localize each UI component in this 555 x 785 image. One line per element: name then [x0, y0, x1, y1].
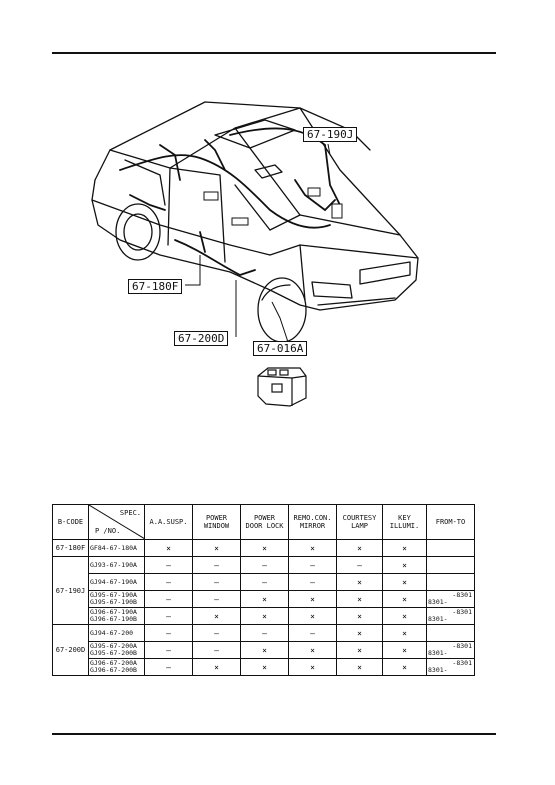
mark-cell: × [383, 574, 427, 591]
mark-cell: — [193, 574, 241, 591]
header-text: ILLUMI. [389, 522, 420, 530]
part-number-pair [89, 591, 145, 608]
bcode-cell: 67-200D [53, 625, 89, 676]
from-to-lower: 8301- [428, 598, 448, 606]
mark-cell: — [241, 625, 289, 642]
header-text: COURTESY [342, 514, 377, 522]
callout-67-190j: 67-190J [303, 127, 357, 142]
table-header-row [53, 505, 475, 540]
mark-cell: — [145, 642, 193, 659]
mark-cell: — [337, 557, 383, 574]
mark-cell: × [241, 608, 289, 625]
part-number: GJ94-67-200 [89, 625, 145, 642]
mark-cell: × [337, 625, 383, 642]
mark-cell: — [193, 625, 241, 642]
callout-67-180f: 67-180F [128, 279, 182, 294]
table-row [53, 574, 475, 591]
mark-cell: × [383, 659, 427, 676]
header-text: KEY [398, 514, 411, 522]
part-number: GJ95-67-190A [90, 591, 137, 599]
mark-cell: × [383, 625, 427, 642]
mark-cell: — [289, 625, 337, 642]
header-bcode: B-CODE [53, 505, 89, 540]
part-number: GJ93-67-190A [89, 557, 145, 574]
table-row [53, 625, 475, 642]
from-to-cell [427, 574, 475, 591]
mark-cell: × [337, 574, 383, 591]
mark-cell: × [383, 591, 427, 608]
mark-cell: — [241, 557, 289, 574]
part-number-pair [89, 642, 145, 659]
from-to-upper: -8301 [452, 608, 472, 616]
mark-cell: × [289, 608, 337, 625]
table-row [53, 608, 475, 625]
header-text: POWER [253, 514, 276, 522]
mark-cell: × [241, 642, 289, 659]
header-spec: SPEC. [119, 509, 141, 517]
header-text: WINDOW [203, 522, 230, 530]
mark-cell: × [289, 642, 337, 659]
mark-cell: × [193, 608, 241, 625]
mark-cell: × [337, 642, 383, 659]
mark-cell: — [145, 625, 193, 642]
mark-cell: × [337, 608, 383, 625]
table-row [53, 591, 475, 608]
mark-cell: — [193, 591, 241, 608]
mark-cell: × [383, 608, 427, 625]
header-power-window [193, 505, 241, 540]
part-number: GJ95-67-200A [90, 642, 137, 650]
part-number: GJ96-67-190B [90, 615, 137, 623]
mark-cell: — [145, 591, 193, 608]
bcode-cell: 67-180F [53, 540, 89, 557]
header-remo-con-mirror [289, 505, 337, 540]
mark-cell: — [289, 574, 337, 591]
mark-cell: × [337, 540, 383, 557]
table-row [53, 557, 475, 574]
mark-cell: × [383, 557, 427, 574]
table-row [53, 540, 475, 557]
from-to-lower: 8301- [428, 649, 448, 657]
header-courtesy-lamp [337, 505, 383, 540]
from-to-cell [427, 625, 475, 642]
mark-cell: — [289, 557, 337, 574]
from-to-cell [427, 659, 475, 676]
table-row [53, 659, 475, 676]
parts-spec-table [52, 504, 475, 676]
mark-cell: — [241, 574, 289, 591]
part-number: GJ96-67-200B [90, 666, 137, 674]
mark-cell: × [241, 659, 289, 676]
from-to-cell [427, 608, 475, 625]
mark-cell: × [193, 540, 241, 557]
from-to-lower: 8301- [428, 615, 448, 623]
part-number: GF84-67-180A [89, 540, 145, 557]
mark-cell: × [193, 659, 241, 676]
mark-cell: — [193, 642, 241, 659]
bcode-cell: 67-190J [53, 557, 89, 625]
from-to-cell [427, 591, 475, 608]
mark-cell: — [193, 557, 241, 574]
mark-cell: — [145, 574, 193, 591]
table-row [53, 642, 475, 659]
from-to-upper: -8301 [452, 591, 472, 599]
from-to-upper: -8301 [452, 642, 472, 650]
mark-cell: × [383, 642, 427, 659]
header-text: POWER [205, 514, 228, 522]
from-to-cell [427, 642, 475, 659]
mark-cell: × [289, 659, 337, 676]
part-number-pair [89, 659, 145, 676]
mark-cell: — [145, 659, 193, 676]
mark-cell: × [289, 540, 337, 557]
from-to-upper: -8301 [452, 659, 472, 667]
mark-cell: × [289, 591, 337, 608]
mark-cell: × [337, 591, 383, 608]
callout-67-016a: 67-016A [253, 341, 307, 356]
mark-cell: × [145, 540, 193, 557]
header-pno: P /NO. [95, 527, 121, 535]
part-number: GJ94-67-190A [89, 574, 145, 591]
mark-cell: × [337, 659, 383, 676]
mark-cell: — [145, 557, 193, 574]
header-key-illumi [383, 505, 427, 540]
part-number: GJ95-67-190B [90, 598, 137, 606]
bottom-rule [52, 733, 496, 735]
from-to-cell [427, 540, 475, 557]
mark-cell: — [145, 608, 193, 625]
header-text: REMO.CON. [293, 514, 332, 522]
part-number-pair [89, 608, 145, 625]
mark-cell: × [241, 591, 289, 608]
mark-cell: × [383, 540, 427, 557]
part-number: GJ96-67-200A [90, 659, 137, 667]
from-to-cell [427, 557, 475, 574]
header-text: MIRROR [299, 522, 326, 530]
header-text: DOOR LOCK [245, 522, 284, 530]
mark-cell: × [241, 540, 289, 557]
header-text: LAMP [351, 522, 368, 530]
header-spec-pno [89, 505, 145, 540]
part-number: GJ95-67-200B [90, 649, 137, 657]
header-from-to: FROM-TO [427, 505, 475, 540]
header-aa-susp: A.A.SUSP. [145, 505, 193, 540]
part-number: GJ96-67-190A [90, 608, 137, 616]
header-power-door-lock [241, 505, 289, 540]
from-to-lower: 8301- [428, 666, 448, 674]
callout-67-200d: 67-200D [174, 331, 228, 346]
